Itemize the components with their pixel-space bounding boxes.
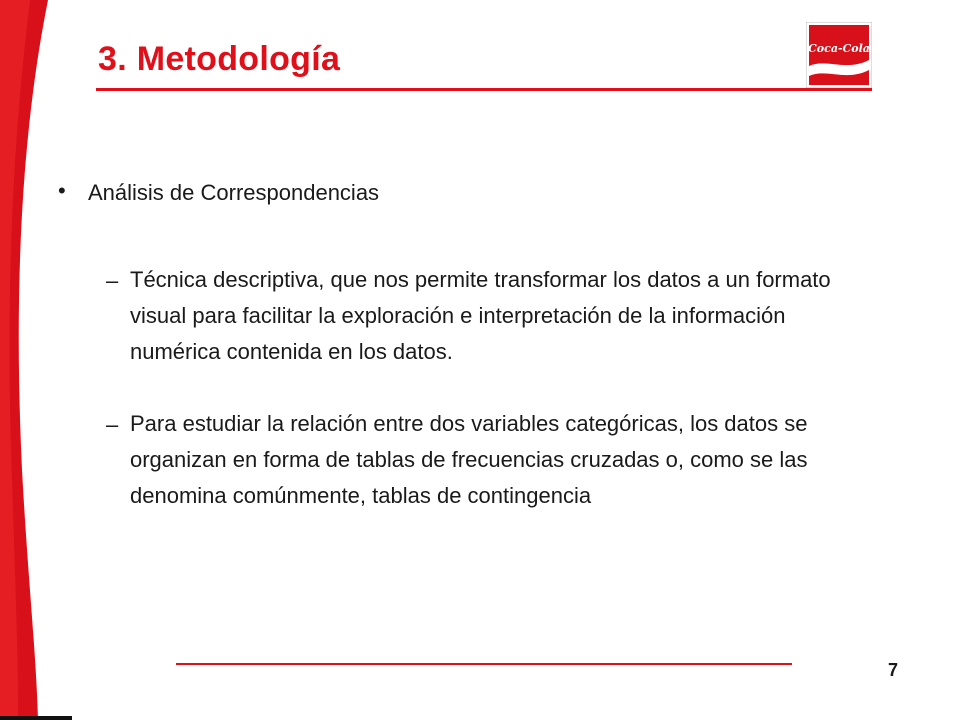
decorative-swoosh	[0, 0, 60, 720]
sub-item-marker: –	[106, 268, 119, 293]
bottom-left-bar	[0, 716, 72, 720]
slide-title: 3. Metodología	[98, 40, 341, 78]
page-number: 7	[888, 660, 899, 680]
logo-text: Coca-Cola	[808, 42, 870, 55]
bullet-marker: •	[58, 178, 66, 203]
coca-cola-logo	[806, 22, 872, 88]
bullet-heading: Análisis de Correspondencias	[88, 180, 380, 205]
footer-rule	[176, 663, 792, 665]
sub-item-marker: –	[106, 412, 119, 437]
title-underline	[96, 88, 872, 91]
sub-item-text: Técnica descriptiva, que nos permite transformar los datos a un formato visual para facilitar la exploración e interpretación de la información numérica contenida en los datos.	[130, 267, 831, 364]
sub-item-text: Para estudiar la relación entre dos variables categóricas, los datos se organizan en forma de tablas de frecuencias cruzadas o, como se las denomina comúnmente, tablas de contingencia	[130, 411, 808, 508]
